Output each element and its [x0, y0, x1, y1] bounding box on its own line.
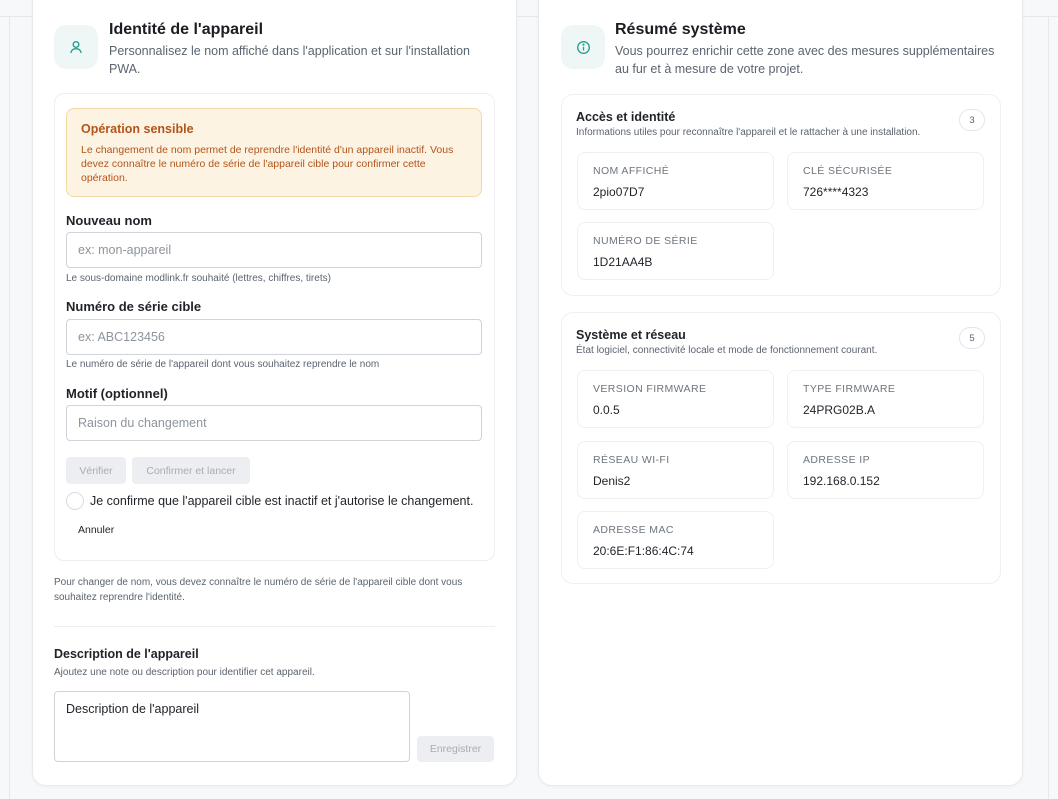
- new-name-input[interactable]: [66, 232, 482, 268]
- alert-text: Le changement de nom permet de reprendre l'identité d'un appareil inactif. Vous devez connaître le numéro de série de l'appareil cible pour confirmer cette opération.: [81, 144, 454, 184]
- left-rail: [9, 17, 10, 799]
- save-button[interactable]: Enregistrer: [417, 736, 494, 762]
- target-serial-input[interactable]: [66, 319, 482, 355]
- info-icon: [561, 25, 605, 69]
- tile-key: CLÉ SÉCURISÉE: [803, 165, 893, 177]
- summary-title: Résumé système: [615, 21, 746, 38]
- identity-subtitle: Personnalisez le nom affiché dans l'application et sur l'installation PWA.: [109, 44, 470, 76]
- tile-mac-address: [577, 511, 774, 569]
- tile-key: RÉSEAU WI-FI: [593, 454, 670, 466]
- network-title: Système et réseau: [576, 328, 686, 342]
- cancel-button[interactable]: Annuler: [70, 522, 122, 538]
- tile-serial-number: [577, 222, 774, 280]
- tile-value: 20:6E:F1:86:4C:74: [593, 544, 694, 558]
- tile-value: Denis2: [593, 474, 631, 488]
- target-serial-hint: Le numéro de série de l'appareil dont vous souhaitez reprendre le nom: [66, 359, 380, 370]
- tile-key: ADRESSE MAC: [593, 524, 674, 536]
- tile-value: 24PRG02B.A: [803, 403, 876, 417]
- tile-key: NOM AFFICHÉ: [593, 165, 670, 177]
- tile-value: 2pio07D7: [593, 185, 645, 199]
- tile-value: 192.168.0.152: [803, 474, 880, 488]
- tile-key: TYPE FIRMWARE: [803, 383, 896, 395]
- tile-display-name: [577, 152, 774, 210]
- tile-firmware-version: [577, 370, 774, 428]
- tile-value: 1D21AA4B: [593, 255, 653, 269]
- right-rail: [1048, 17, 1049, 799]
- new-name-label: Nouveau nom: [66, 213, 152, 228]
- tile-ip-address: [787, 441, 984, 499]
- tile-key: NUMÉRO DE SÉRIE: [593, 235, 698, 247]
- new-name-hint: Le sous-domaine modlink.fr souhaité (lettres, chiffres, tirets): [66, 273, 331, 284]
- tile-secure-key: [787, 152, 984, 210]
- reason-label: Motif (optionnel): [66, 386, 168, 401]
- access-title: Accès et identité: [576, 110, 676, 124]
- identity-title: Identité de l'appareil: [109, 21, 264, 38]
- reason-input[interactable]: [66, 405, 482, 441]
- tile-key: VERSION FIRMWARE: [593, 383, 707, 395]
- sensitive-alert: [66, 108, 482, 197]
- confirm-launch-button[interactable]: Confirmer et lancer: [132, 457, 250, 484]
- tile-value: 0.0.5: [593, 403, 620, 417]
- user-icon: [54, 25, 98, 69]
- alert-title: Opération sensible: [81, 122, 194, 136]
- tile-firmware-type: [787, 370, 984, 428]
- access-subtitle: Informations utiles pour reconnaître l'appareil et le rattacher à une installation.: [576, 127, 921, 138]
- tile-key: ADRESSE IP: [803, 454, 871, 466]
- description-title: Description de l'appareil: [54, 647, 199, 661]
- network-subtitle: État logiciel, connectivité locale et mode de fonctionnement courant.: [576, 345, 878, 356]
- confirm-checkbox[interactable]: [66, 492, 84, 510]
- section-divider: [54, 626, 495, 627]
- target-serial-label: Numéro de série cible: [66, 299, 202, 314]
- tile-value: 726****4323: [803, 185, 869, 199]
- network-count-badge: 5: [959, 327, 985, 349]
- summary-subtitle: Vous pourrez enrichir cette zone avec des mesures supplémentaires au fur et à mesure de votre projet.: [615, 44, 995, 76]
- tile-wifi-network: [577, 441, 774, 499]
- verify-button[interactable]: Vérifier: [66, 457, 126, 484]
- description-subtitle: Ajoutez une note ou description pour identifier cet appareil.: [54, 667, 315, 678]
- confirm-text: Je confirme que l'appareil cible est inactif et j'autorise le changement.: [90, 494, 474, 508]
- access-count-badge: 3: [959, 109, 985, 131]
- description-textarea[interactable]: [54, 691, 410, 762]
- rename-footnote: Pour changer de nom, vous devez connaître le numéro de série de l'appareil cible dont vous souhaitez reprendre l'identité.: [54, 577, 463, 603]
